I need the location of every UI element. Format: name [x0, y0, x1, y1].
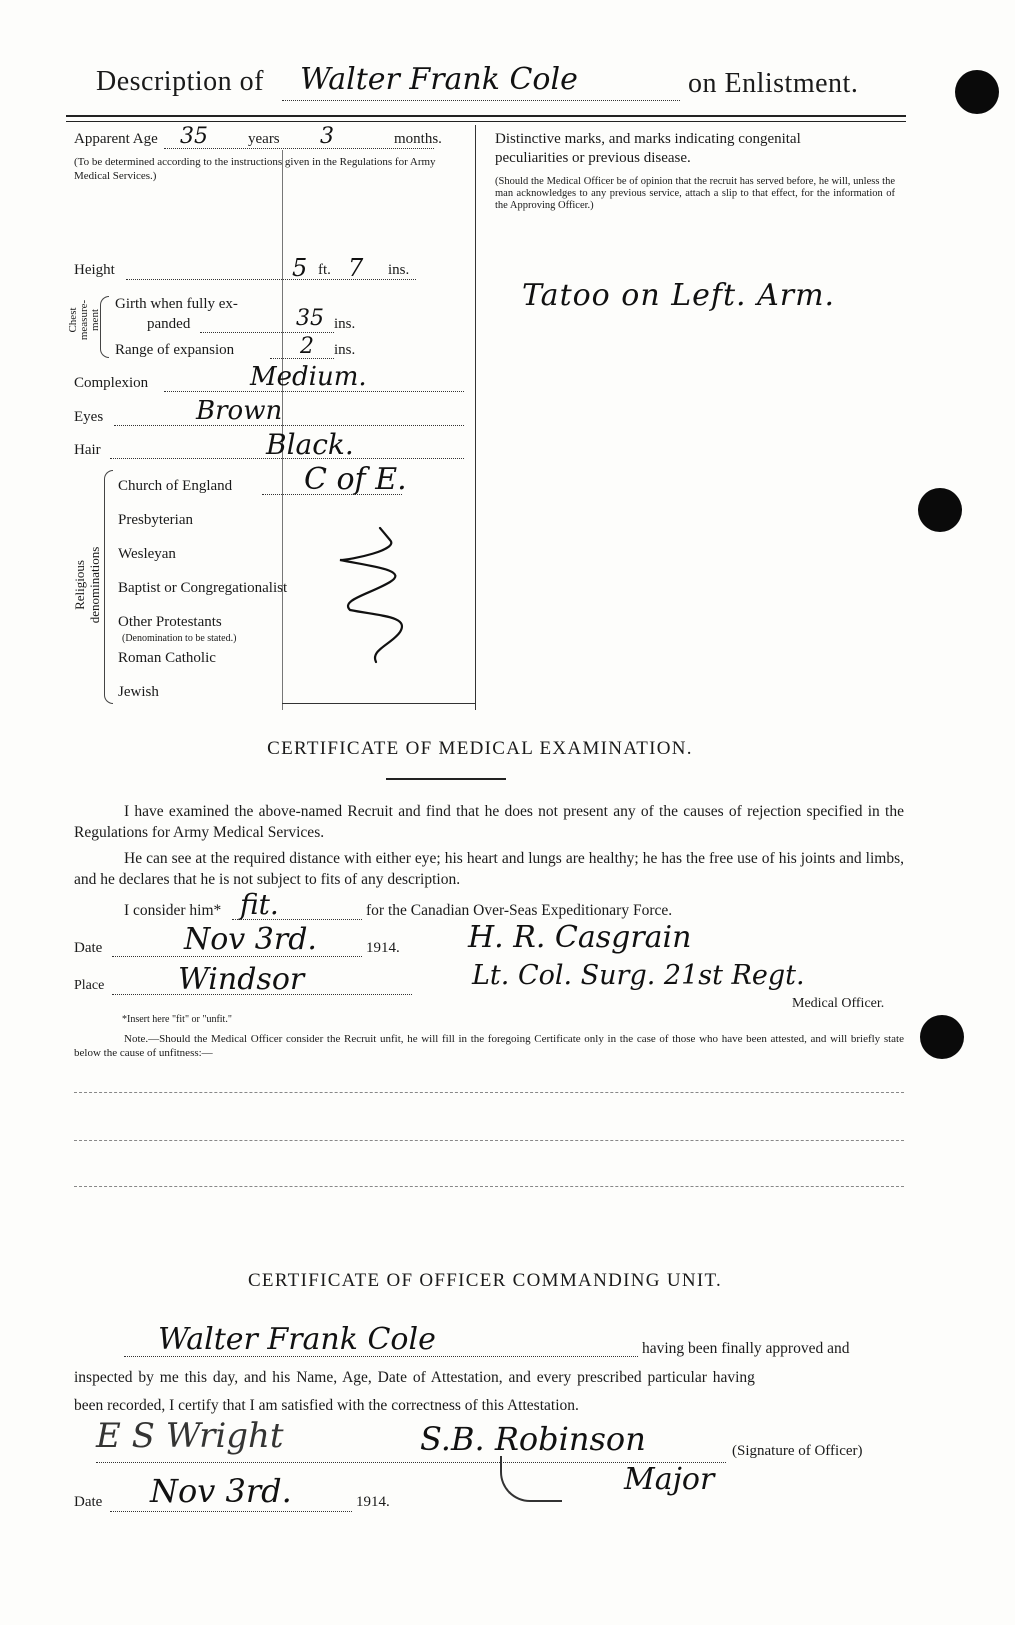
years-label: years	[248, 131, 280, 147]
religion-presbyterian: Presbyterian	[118, 512, 193, 528]
unfitness-line-1	[74, 1092, 904, 1093]
hair-label: Hair	[74, 442, 101, 458]
religion-value: C of E.	[304, 462, 407, 497]
medical-para-1: I have examined the above-named Recruit and find that he does not present any of the causes of rejection specified in the Regulations for Army Medical Services.	[74, 803, 904, 841]
table-bottom	[282, 703, 475, 704]
religion-church-of-england: Church of England	[118, 478, 233, 494]
complexion-label: Complexion	[74, 375, 149, 391]
ft-label: ft.	[318, 262, 331, 278]
punch-hole	[955, 70, 999, 114]
ditto-squiggle	[330, 520, 440, 670]
commanding-line-2: inspected by me this day, and his Name, Age, Date of Attestation, and every prescribed particular having	[74, 1369, 755, 1386]
commanding-date-label: Date	[74, 1494, 103, 1510]
medical-officer-title: Lt. Col. Surg. 21st Regt.	[472, 960, 805, 991]
height-ins: 7	[348, 254, 364, 282]
consider-suffix: for the Canadian Over-Seas Expeditionary Force.	[366, 902, 673, 919]
medical-para-2: He can see at the required distance with either eye; his heart and lungs are healthy; he has the free use of his joints and limbs, and he declares that he is not subject to fits of any description.	[74, 850, 904, 888]
commanding-line-3: been recorded, I certify that I am satisfied with the correctness of this Attestation.	[74, 1397, 579, 1414]
religion-baptist: Baptist or Congregationalist	[118, 580, 288, 596]
medical-date-value: Nov 3rd.	[184, 922, 317, 957]
commanding-rank: Major	[624, 1462, 715, 1497]
religion-side-label: Religious denominations	[72, 546, 102, 624]
religion-roman-catholic: Roman Catholic	[118, 650, 216, 666]
range-unit: ins.	[334, 342, 356, 358]
complexion-value: Medium.	[250, 362, 367, 392]
marks-value: Tatoo on Left. Arm.	[522, 278, 836, 313]
height-label: Height	[74, 262, 115, 278]
medical-date-label: Date	[74, 940, 103, 956]
eyes-value: Brown	[196, 396, 283, 426]
height-dots	[126, 279, 416, 280]
medical-officer-signature: H. R. Casgrain	[468, 920, 692, 955]
months-label: months.	[394, 131, 442, 147]
range-value: 2	[300, 334, 314, 359]
chest-bracket	[100, 296, 109, 358]
punch-hole	[918, 488, 962, 532]
unfit-note: Note.—Should the Medical Officer consider the Recruit unfit, he will fill in the foregoing Certificate only in the case of those who have been attested, and will briefly state below the cause of unfitness:—	[74, 1033, 904, 1059]
religion-wesleyan: Wesleyan	[118, 546, 176, 562]
medical-title-rule	[386, 778, 506, 780]
header-rule-thin	[66, 121, 906, 122]
range-label: Range of expansion	[115, 342, 235, 358]
age-note: (To be determined according to the instructions given in the Regulations for Army Medical Services.)	[74, 156, 436, 182]
commanding-year: 1914.	[356, 1494, 390, 1510]
commanding-line-1-suffix: having been finally approved and	[642, 1340, 850, 1357]
title-suffix: on Enlistment.	[688, 68, 859, 99]
medical-year: 1914.	[366, 940, 400, 956]
marks-heading-1: Distinctive marks, and marks indicating congenital	[495, 131, 801, 147]
consider-value: fit.	[240, 888, 279, 921]
hair-value: Black.	[266, 428, 354, 461]
commanding-initials: E S Wright	[96, 1416, 284, 1456]
commanding-date-value: Nov 3rd.	[150, 1472, 292, 1510]
header-rule	[66, 115, 906, 117]
place-value: Windsor	[178, 962, 305, 997]
fit-footnote: *Insert here "fit" or "unfit."	[122, 1014, 232, 1025]
consider-prefix: I consider him*	[124, 902, 222, 919]
age-months: 3	[320, 124, 334, 149]
height-ft: 5	[292, 254, 308, 282]
ins-label: ins.	[388, 262, 410, 278]
age-label: Apparent Age	[74, 131, 158, 147]
marks-note: (Should the Medical Officer be of opinion that the recruit has served before, he will, unless the man acknowledges to any previous service, attach a slip to that effect, for the information of the Approving Officer.)	[495, 176, 895, 211]
eyes-dots	[114, 425, 464, 426]
chest-side-label: Chest measure-ment	[67, 299, 101, 341]
place-label: Place	[74, 978, 105, 993]
signature-label: (Signature of Officer)	[732, 1443, 863, 1459]
commanding-name-value: Walter Frank Cole	[158, 1322, 436, 1357]
girth-unit: ins.	[334, 316, 356, 332]
religion-denomination-note: (Denomination to be stated.)	[122, 633, 237, 644]
girth-dots	[200, 332, 348, 333]
unfitness-line-2	[74, 1140, 904, 1141]
medical-officer-label: Medical Officer.	[792, 996, 885, 1011]
marks-heading-2: peculiarities or previous disease.	[495, 150, 691, 166]
commanding-title: CERTIFICATE OF OFFICER COMMANDING UNIT.	[247, 1270, 723, 1291]
commanding-date-dots	[110, 1511, 352, 1512]
commanding-name-dots	[124, 1356, 638, 1357]
age-years: 35	[180, 124, 208, 149]
title-prefix: Description of	[96, 66, 264, 97]
religion-other-protestants: Other Protestants	[118, 614, 222, 630]
punch-hole	[920, 1015, 964, 1059]
signature-flourish	[500, 1456, 562, 1502]
column-divider	[475, 125, 476, 710]
religion-bracket	[104, 470, 113, 704]
religion-jewish: Jewish	[118, 684, 159, 700]
unfitness-line-3	[74, 1186, 904, 1187]
commanding-officer-signature: S.B. Robinson	[420, 1420, 646, 1458]
name-line	[282, 100, 680, 101]
girth-label-1: Girth when fully ex-	[115, 296, 238, 312]
medical-title: CERTIFICATE OF MEDICAL EXAMINATION.	[267, 738, 693, 759]
girth-label-2: panded	[147, 316, 191, 332]
girth-value: 35	[296, 306, 324, 331]
eyes-label: Eyes	[74, 409, 104, 425]
recruit-name: Walter Frank Cole	[300, 62, 578, 97]
